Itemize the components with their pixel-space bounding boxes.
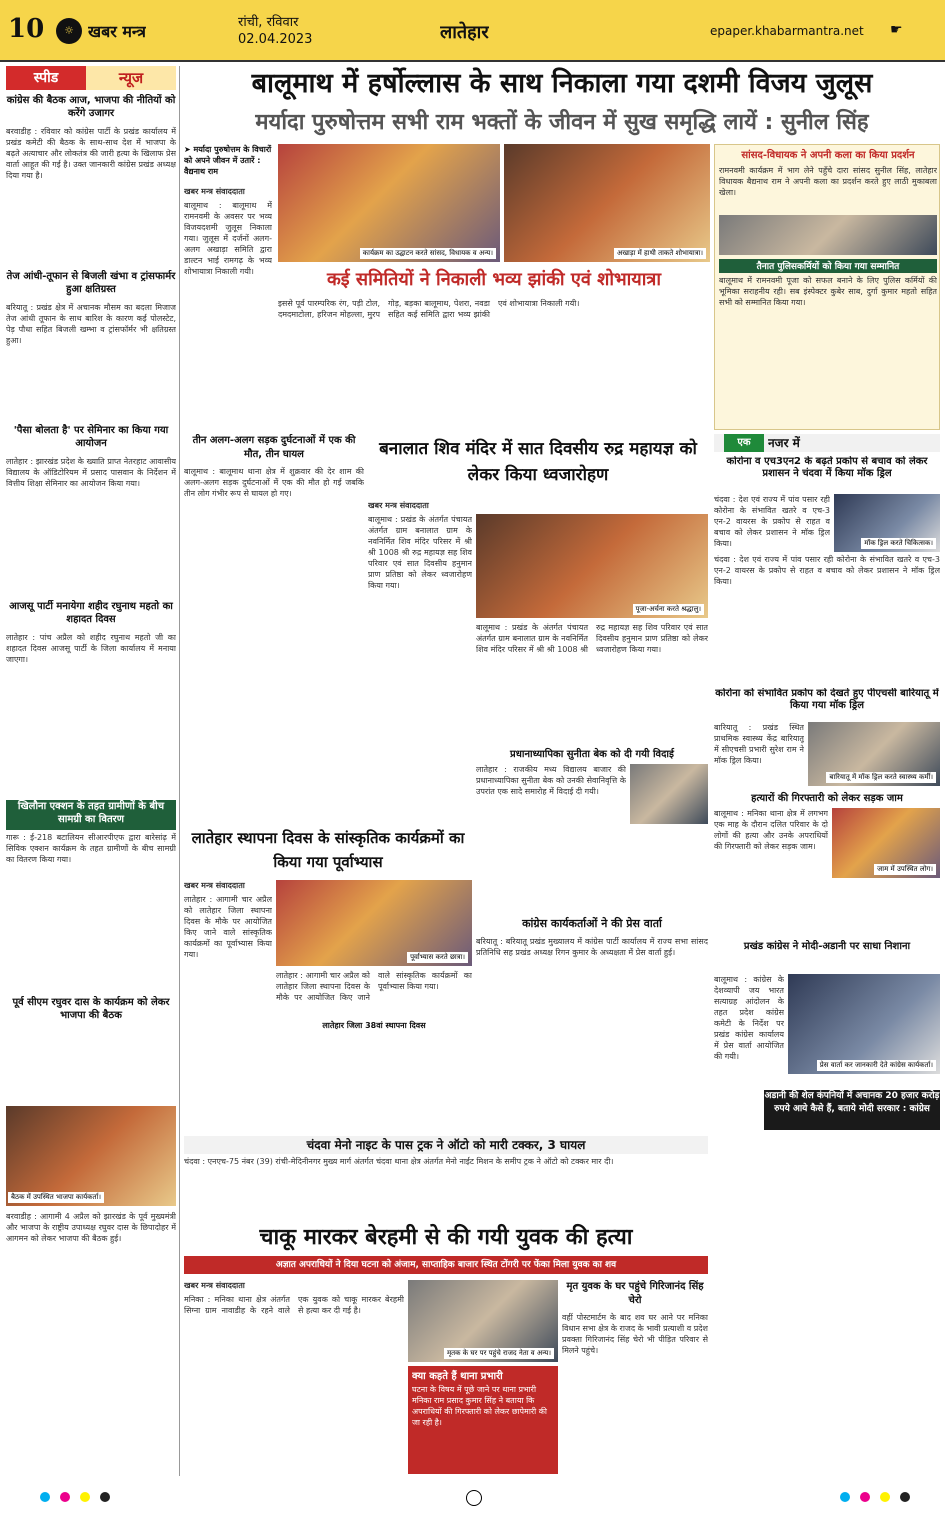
chandwa-body: चंदवा : एनएच-75 नंबर (39) रांची-मेदिनीनगर मुख्य मार्ग अंतर्गत चंदवा थाना क्षेत्र अंतर्गत मेनो नाईट मिशन के समीप ट्रक ने ऑटो को टक्कर मार दी। bbox=[184, 1157, 614, 1166]
shiv-byline: खबर मन्त्र संवाददाता bbox=[368, 501, 429, 510]
speed-news-headline: पूर्व सीएम रघुवर दास के कार्यक्रम को लेकर भाजपा की बैठक bbox=[12, 997, 170, 1021]
shiv-body-cont bbox=[476, 622, 708, 742]
speed-news-headline: तेज आंधी-तूफान से बिजली खंभा व ट्रांसफार्मर हुआ क्षतिग्रस्त bbox=[6, 271, 176, 295]
page-header bbox=[0, 0, 945, 62]
nazar-photo-1-caption: मॉक ड्रिल करते चिकित्सक। bbox=[861, 538, 936, 549]
lead-photo-caption-1: कार्यक्रम का उद्घाटन करते सांसद, विधायक व अन्य। bbox=[360, 248, 496, 259]
nazar-headline-2: कोरोना को संभावित प्रकोप को देखते हुए पीएचसी बारियातू में किया गया मॉक ड्रिल bbox=[715, 688, 939, 711]
pointer-icon: ☛ bbox=[890, 22, 903, 38]
sansad-photo bbox=[719, 215, 937, 255]
sthapana-photo-caption: पूर्वाभ्यास करते छात्रा। bbox=[407, 952, 468, 963]
lead-subhead: मर्यादा पुरुषोत्तम सभी राम भक्तों के जीवन में सुख समृद्धि लायें : सुनील सिंह bbox=[255, 110, 869, 135]
reg-mark-icon bbox=[860, 1492, 870, 1502]
shiv-headline: बनालात शिव मंदिर में सात दिवसीय रुद्र महायज्ञ को लेकर किया ध्वजारोहण bbox=[379, 439, 697, 485]
nazar-photo-4-caption: प्रेस वार्ता कर जानकारी देते कांग्रेस कार्यकर्ता। bbox=[817, 1060, 936, 1071]
side-headline: मृत युवक के घर पहुंचे गिरिजानंद सिंह चेरो bbox=[566, 1281, 704, 1306]
speed-news-list bbox=[6, 94, 176, 1184]
nazar-body-3: बालूमाथ : मनिका थाना क्षेत्र में लगभग एक माह के दौरान दलित परिवार के दो लोगों की हत्या और उनके अपराधियों की गिरफ्तारी को लेकर सड़क जाम। bbox=[714, 809, 828, 851]
murder-redline: अज्ञात अपराधियों ने दिया घटना को अंजाम, साप्ताहिक बाजार स्थित टोंगरी पर फेंका मिला युवक का शव bbox=[184, 1256, 708, 1274]
reg-mark-icon bbox=[900, 1492, 910, 1502]
nazar-headline-1: कोरोना व एच3एन2 के बढ़ते प्रकोप से बचाव को लेकर प्रशासन ने चंदवा में किया मॉक ड्रिल bbox=[726, 456, 928, 479]
ek-nazar-tag-right: नजर में bbox=[768, 436, 800, 450]
sansad-headline: सांसद-विधायक ने अपनी कला का किया प्रदर्शन bbox=[741, 150, 915, 161]
nazar-body-1-continued: चंदवा : देश एवं राज्य में पांव पसार रही कोरोना के संभावित खतरे व एच-3 एन-2 वायरस के प्रकोप से राहत व बचाव को लेकर प्रशासन ने मॉक ड्रिल किया। bbox=[714, 555, 940, 586]
bjp-meeting-photo bbox=[6, 1106, 176, 1206]
police-headline: तैनात पुलिसकर्मियों को किया गया सम्मानित bbox=[719, 259, 937, 273]
sthapana-body-cols bbox=[276, 970, 472, 1134]
nazar-photo-1 bbox=[834, 494, 940, 552]
quote-text: मर्यादा पुरुषोत्तम के विचारों को अपने जीवन में उतारें : वैद्यनाथ राम bbox=[184, 145, 272, 176]
last-body-text: बरवाडीह : आगामी 4 अप्रैल को झारखंड के पूर्व मुख्यमंत्री और भाजपा के राष्ट्रीय उपाध्यक्ष रघुवर दास के छिपादोहर में आगमन को लेकर भाजपा की बैठक हुई। bbox=[6, 1212, 176, 1243]
photo-caption: बैठक में उपस्थित भाजपा कार्यकर्ता। bbox=[8, 1192, 104, 1203]
dateline bbox=[238, 14, 312, 48]
tag-right: न्यूज bbox=[86, 66, 176, 90]
lead-quote bbox=[184, 144, 272, 178]
column-divider bbox=[179, 66, 180, 1476]
nazar-body-1-cont bbox=[714, 554, 940, 684]
jhanki-body: इससे पूर्व पारम्परिक रंग, पड़ी टोल, दमदमाटोला, हरिजन मोहल्ला, मुरप गोड़, बड़का बालूमाथ, पेशरा, नवडा सहित कई समिति द्वारा भव्य झांकी एवं शोभायात्रा निकाली गयी। bbox=[278, 299, 580, 319]
speed-news-body: बरवाडीह : रविवार को कांग्रेस पार्टी के प्रखंड कार्यालय में प्रखंड कमेटी की बैठक के साथ-साथ देश में भाजपा के बढ़ते अत्याचार और लोकतंत्र की जारी हत्या के खिलाफ प्रेस वार्ता आहूत की गई है। उक्त जानकारी कांग्रेस प्रखंड अध्यक्ष दिया गया है। bbox=[6, 127, 176, 180]
police-body: बालूमाथ में रामनवमी पूजा को सफल बनाने के लिए पुलिस कर्मियों की भूमिका सराहनीय रही। सब इंस्पेक्टर कुबेर साब, दुर्गा कुमार महतो सहित सभी को सम्मानित किया गया। bbox=[719, 276, 937, 307]
jhanki-headline: कई समितियों ने निकाली भव्य झांकी एवं शोभायात्रा bbox=[326, 269, 662, 290]
speed-news-headline: आजसू पार्टी मनायेगा शहीद रघुनाथ महतो का शहादत दिवस bbox=[9, 601, 173, 625]
sthapana-sub: लातेहार जिला 38वां स्थापना दिवस bbox=[276, 1020, 472, 1048]
speed-news-body: बरियातू : प्रखंड क्षेत्र में अचानक मौसम का बदला मिजाज तेज आंधी तूफान के साथ बारिश के कारण कई पोलस्टेट, पेड़ पौधा सहित बिजली खम्भा व ट्रांसफॉर्मर भी क्षतिग्रस्त हुआ। bbox=[6, 303, 176, 345]
reg-mark-icon bbox=[60, 1492, 70, 1502]
road-body: बालूमाथ : बालूमाथ थाना क्षेत्र में शुक्रवार की देर शाम की अलग-अलग सड़क दुर्घटनाओं में एक की मौत हो गई जबकि तीन लोग गंभीर रूप से घायल हो गए। bbox=[184, 467, 364, 498]
murder-photo-caption: मृतक के घर पर पहुंचे राजद नेता व अन्य। bbox=[444, 1348, 554, 1359]
nazar-headline-3: हत्यारों की गिरफ्तारी को लेकर सड़क जाम bbox=[751, 793, 903, 804]
lead-byline: खबर मन्त्र संवाददाता bbox=[184, 187, 245, 196]
adani-box: अडानी की शेल कंपनियों में अचानक 20 हजार करोड़ रुपये आये कैसे हैं, बताये मोदी सरकार : कांग्रेस bbox=[764, 1090, 940, 1130]
brand-name: खबर मन्त्र bbox=[88, 22, 146, 41]
murder-byline: खबर मन्त्र संवाददाता bbox=[184, 1281, 245, 1290]
shiv-photo-caption: पूजा-अर्चना करते श्रद्धालु। bbox=[633, 604, 704, 615]
issue-date: 02.04.2023 bbox=[238, 32, 313, 47]
section-title: लातेहार bbox=[440, 22, 489, 43]
murder-body: मनिका : मनिका थाना क्षेत्र अंतर्गत सिग्ना ग्राम नावाडीह के रहने वाले एक युवक को चाकू मारकर बेरहमी से हत्या कर दी गई है। bbox=[184, 1295, 404, 1315]
speed-news-column bbox=[6, 66, 176, 1476]
prabhari-box bbox=[408, 1366, 558, 1474]
sansad-panel bbox=[714, 144, 940, 430]
speed-news-body: गारू : ई-218 बटालियन सीआरपीएफ द्वारा बारेसांढ़ में सिविक एक्शन कार्यक्रम के तहत ग्रामीणों के बीच सामग्री का वितरण किया गया। bbox=[6, 833, 176, 864]
speed-news-headline: खिलौना एक्शन के तहत ग्रामीणों के बीच सामग्री का वितरण bbox=[6, 800, 176, 830]
speed-news-body: लातेहार : झारखंड प्रदेश के ख्याति प्राप्त नेतरहाट आवासीय विद्यालय के ऑडिटोरियम में प्रसाद पासवान के निर्देशन में वित्तीय शिक्षा सेमिनार का आयोजन किया गया। bbox=[6, 457, 176, 488]
murder-photo bbox=[408, 1280, 558, 1362]
reg-mark-icon bbox=[80, 1492, 90, 1502]
nazar-photo-4 bbox=[788, 974, 940, 1074]
city-day: रांची, रविवार bbox=[238, 15, 299, 30]
speed-news-last-body bbox=[6, 1211, 176, 1471]
nazar-headline-4: प्रखंड कांग्रेस ने मोदी-अडानी पर साधा निशाना bbox=[743, 941, 911, 952]
reg-mark-icon bbox=[40, 1492, 50, 1502]
lead-photo-left bbox=[278, 144, 500, 262]
sthapana-byline: खबर मन्त्र संवाददाता bbox=[184, 881, 245, 890]
lead-photo-caption-2: अखाड़ा में हाथी ताकते शोभायात्रा। bbox=[614, 248, 706, 259]
ek-nazar-column bbox=[714, 434, 940, 1214]
nazar-photo-3 bbox=[832, 808, 940, 878]
nazar-body-2: बारियातू : प्रखंड स्थित प्राथमिक स्वास्थ्य केंद्र बारियातू में सीएचसी प्रभारी सुरेश राम ने मॉक ड्रिल किया। bbox=[714, 723, 804, 765]
sthapana-body: लातेहार : आगामी चार अप्रैल को लातेहार जिला स्थापना दिवस के मौके पर आयोजित किए जाने वाले सांस्कृतिक कार्यक्रमों का पूर्वाभ्यास किया गया। bbox=[184, 895, 272, 959]
nazar-photo-2 bbox=[808, 722, 940, 786]
lead-headline: बालूमाथ में हर्षोल्लास के साथ निकाला गया दशमी विजय जुलूस bbox=[251, 68, 873, 99]
speed-news-headline: कांग्रेस की बैठक आज, भाजपा की नीतियों को करेंगे उजागर bbox=[6, 95, 176, 119]
sthapana-body-continued: लातेहार : आगामी चार अप्रैल को लातेहार जिला स्थापना दिवस के मौके पर आयोजित किए जाने वाले सांस्कृतिक कार्यक्रमों का पूर्वाभ्यास किया गया। bbox=[276, 971, 472, 1002]
lead-body: बालूमाथ : बालूमाथ में रामनवमी के अवसर पर भव्य विजयदशमी जुलूस निकाला गया। जुलूस में दर्जनों अलग-अलग अखाड़ा समिति द्वारा डाल्टन भाई रामगढ़ के भव्य शोभायात्रा निकाली गयी। bbox=[184, 201, 272, 276]
prabhari-headline: क्या कहते हैं थाना प्रभारी bbox=[412, 1371, 503, 1382]
side-body: वहीं पोस्टमार्टम के बाद शव घर आने पर मनिका विधान सभा क्षेत्र के राजद के भावी प्रत्याशी व प्रदेश प्रवक्ता गिरिजानंद सिंह चेरो भी पीड़ित परिवार से मिलने पहुंचे। bbox=[562, 1313, 708, 1355]
nazar-photo-2-caption: बारियातू में मॉक ड्रिल करते स्वास्थ्य कर्मी। bbox=[826, 772, 936, 783]
principal-headline: प्रधानाध्यापिका सुनीता बेक को दी गयी विदाई bbox=[510, 749, 674, 760]
principal-photo bbox=[630, 764, 708, 824]
principal-body: लातेहार : राजकीय मध्य विद्यालय बाजार की प्रधानाध्यापिका सुनीता बेक को उनकी सेवानिवृत्ति के उपरांत एक सादे समारोह में विदाई दी गयी। bbox=[476, 765, 626, 796]
lead-photo-right bbox=[504, 144, 710, 262]
ek-nazar-tag bbox=[714, 434, 940, 452]
congress-press-headline: कांग्रेस कार्यकर्ताओं ने की प्रेस वार्ता bbox=[522, 917, 662, 930]
congress-press-body: बरियातू : बरियातू प्रखंड मुख्यालय में कांग्रेस पार्टी कार्यालय में राज्य सभा सांसद प्रतिनिधि सह प्रखंड अध्यक्ष रिगन कुमार के अध्यक्षता में प्रेस वार्ता हुई। bbox=[476, 937, 708, 957]
reg-mark-icon bbox=[880, 1492, 890, 1502]
nazar-body-1: चंदवा : देश एवं राज्य में पांव पसार रही कोरोना के संभावित खतरे व एच-3 एन-2 वायरस के प्रकोप से राहत व बचाव को लेकर प्रशासन ने मॉक ड्रिल किया। bbox=[714, 495, 830, 548]
nazar-photo-3-caption: जाम में उपस्थित लोग। bbox=[874, 864, 936, 875]
crosshair-icon bbox=[466, 1490, 482, 1506]
tag-left: स्पीड bbox=[6, 66, 86, 90]
quote-icon: ➤ bbox=[184, 145, 194, 154]
ek-nazar-tag-left: एक bbox=[724, 434, 764, 452]
speed-news-body: लातेहार : पांच अप्रैल को शहीद रघुनाथ महतो जी का शहादत दिवस आजसू पार्टी के जिला कार्यालय में मनाया जाएगा। bbox=[6, 633, 176, 664]
nazar-body-4: बालूमाथ : कांग्रेस के देशव्यापी जय भारत सत्याग्रह आंदोलन के तहत प्रदेश कांग्रेस कमेटी के निर्देश पर प्रखंड कांग्रेस कार्यालय में प्रेस वार्ता आयोजित की गयी। bbox=[714, 975, 784, 1061]
shiv-body-continued: बालूमाथ : प्रखंड के अंतर्गत पंचायत अंतर्गत ग्राम बनालात ग्राम के नवनिर्मित शिव मंदिर परिसर में श्री श्री 1008 श्री रुद्र महायज्ञ सह शिव परिवार एवं सात दिवसीय हनुमान प्राण प्रतिष्ठा को लेकर ध्वजारोहण किया गया। bbox=[476, 623, 708, 654]
reg-mark-icon bbox=[100, 1492, 110, 1502]
prabhari-body: घटना के विषय में पूछे जाने पर थाना प्रभारी मनिका राम प्रसाद कुमार सिंह ने बताया कि अपराधियों की गिरफ्तारी को लेकर छापेमारी की जा रही है। bbox=[412, 1385, 548, 1427]
shiv-photo bbox=[476, 514, 708, 618]
sthapana-photo bbox=[276, 880, 472, 966]
sthapana-headline: लातेहार स्थापना दिवस के सांस्कृतिक कार्यक्रमों का किया गया पूर्वाभ्यास bbox=[191, 829, 465, 871]
speed-news-tag bbox=[6, 66, 176, 90]
reg-mark-icon bbox=[840, 1492, 850, 1502]
speed-news-headline: 'पैसा बोलता है' पर सेमिनार का किया गया आयोजन bbox=[13, 425, 169, 449]
page-number: 10 bbox=[8, 14, 45, 44]
brand-logo-icon: ☼ bbox=[56, 18, 82, 44]
print-registration-marks bbox=[0, 1480, 945, 1517]
site-link[interactable]: epaper.khabarmantra.net bbox=[710, 24, 864, 38]
sansad-body: रामनवमी कार्यक्रम में भाग लेने पहुँचे दारा सांसद सुनील सिंह, लातेहार विधायक बैद्यनाथ राम ने अपनी कला का प्रदर्शन करते हुए लाठी मुकाबला खेला। bbox=[719, 166, 937, 197]
road-headline: तीन अलग-अलग सड़क दुर्घटनाओं में एक की मौत, तीन घायल bbox=[192, 435, 356, 460]
shiv-body: बालूमाथ : प्रखंड के अंतर्गत पंचायत अंतर्गत ग्राम बनालात ग्राम के नवनिर्मित शिव मंदिर परिसर में श्री श्री 1008 श्री रुद्र महायज्ञ सह शिव परिवार एवं सात दिवसीय हनुमान प्राण प्रतिष्ठा को लेकर ध्वजारोहण किया गया। bbox=[368, 515, 472, 590]
murder-headline: चाकू मारकर बेरहमी से की गयी युवक की हत्या bbox=[259, 1225, 633, 1250]
chandwa-headline: चंदवा मेनो नाइट के पास ट्रक ने ऑटो को मारी टक्कर, 3 घायल bbox=[184, 1136, 708, 1154]
